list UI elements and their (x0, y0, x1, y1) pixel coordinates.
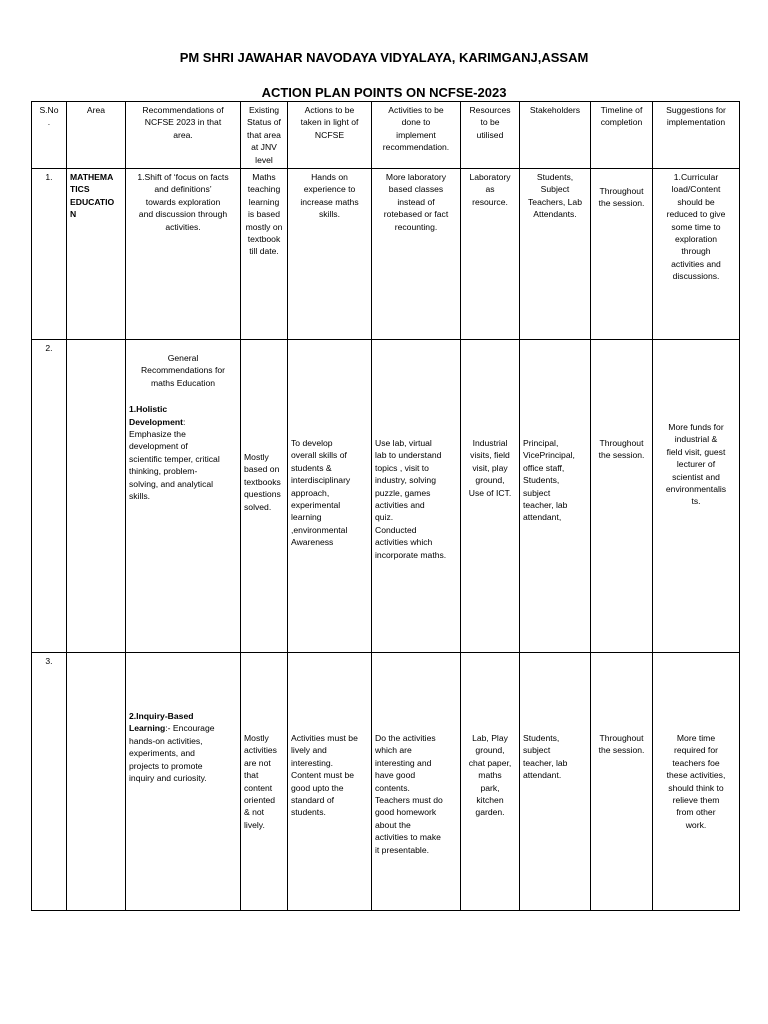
cell-recommendation: General Recommendations for maths Education 1.Holistic Development: Emphasize the development of scientific temper, critical thinking, problem- solving, and analytical skills. (126, 340, 241, 653)
cell-actions: Hands on experience to increase maths skills. (288, 169, 372, 340)
cell-activities: More laboratory based classes instead of rotebased or fact recounting. (372, 169, 461, 340)
cell-actions: Activities must be lively and interesting. Content must be good upto the standard of students. (288, 653, 372, 911)
cell-sno: 1. (32, 169, 67, 340)
header-actions: Actions to be taken in light of NCFSE (288, 102, 372, 169)
cell-recommendation: 2.Inquiry-Based Learning:- Encourage hands-on activities, experiments, and projects to promote inquiry and curiosity. (126, 653, 241, 911)
cell-area (67, 340, 126, 653)
cell-stakeholders: Principal, VicePrincipal, office staff, Students, subject teacher, lab attendant, (520, 340, 591, 653)
cell-sno: 3. (32, 653, 67, 911)
header-area: Area (67, 102, 126, 169)
cell-suggestions: More funds for industrial & field visit, guest lecturer of scientist and environmentalis ts. (653, 340, 740, 653)
cell-timeline: Throughout the session. (591, 340, 653, 653)
document-subtitle: ACTION PLAN POINTS ON NCFSE-2023 (261, 85, 507, 100)
cell-stakeholders: Students, Subject Teachers, Lab Attendants. (520, 169, 591, 340)
cell-resources: Industrial visits, field visit, play ground, Use of ICT. (461, 340, 520, 653)
table-row (32, 653, 740, 911)
cell-suggestions: 1.Curricular load/Content should be reduced to give some time to exploration through activities and discussions. (653, 169, 740, 340)
cell-activities: Do the activities which are interesting and have good contents. Teachers must do good homework about the activities to make it presentable. (372, 653, 461, 911)
header-sno: S.No . (32, 102, 67, 169)
table-row (32, 169, 740, 340)
table-row (32, 340, 740, 653)
header-existing-status: Existing Status of that area at JNV level (241, 102, 288, 169)
cell-sno: 2. (32, 340, 67, 653)
header-activities: Activities to be done to implement recommendation. (372, 102, 461, 169)
cell-timeline: Throughout the session. (591, 169, 653, 340)
cell-status: Mostly based on textbooks questions solved. (241, 340, 288, 653)
cell-activities: Use lab, virtual lab to understand topics , visit to industry, solving puzzle, games activities and quiz. Conducted activities which incorporate maths. (372, 340, 461, 653)
cell-status: Mostly activities are not that content oriented & not lively. (241, 653, 288, 911)
cell-recommendation: 1.Shift of ‘focus on facts and definitions’ towards exploration and discussion through activities. (126, 169, 241, 340)
cell-area (67, 653, 126, 911)
header-suggestions: Suggestions for implementation (653, 102, 740, 169)
cell-stakeholders: Students, subject teacher, lab attendant. (520, 653, 591, 911)
header-timeline: Timeline of completion (591, 102, 653, 169)
table-header-row (32, 102, 740, 169)
cell-timeline: Throughout the session. (591, 653, 653, 911)
header-recommendations: Recommendations of NCFSE 2023 in that area. (126, 102, 241, 169)
cell-resources: Laboratory as resource. (461, 169, 520, 340)
cell-actions: To develop overall skills of students & interdisciplinary approach, experimental learning ,environmental Awareness (288, 340, 372, 653)
cell-status: Maths teaching learning is based mostly on textbook till date. (241, 169, 288, 340)
header-resources: Resources to be utilised (461, 102, 520, 169)
cell-resources: Lab, Play ground, chat paper, maths park, kitchen garden. (461, 653, 520, 911)
document-title: PM SHRI JAWAHAR NAVODAYA VIDYALAYA, KARIMGANJ,ASSAM (179, 50, 589, 65)
cell-area: MATHEMA TICS EDUCATIO N (67, 169, 126, 340)
header-stakeholders: Stakeholders (520, 102, 591, 169)
action-plan-table (31, 101, 740, 911)
cell-suggestions: More time required for teachers foe these activities, should think to relieve them from other work. (653, 653, 740, 911)
